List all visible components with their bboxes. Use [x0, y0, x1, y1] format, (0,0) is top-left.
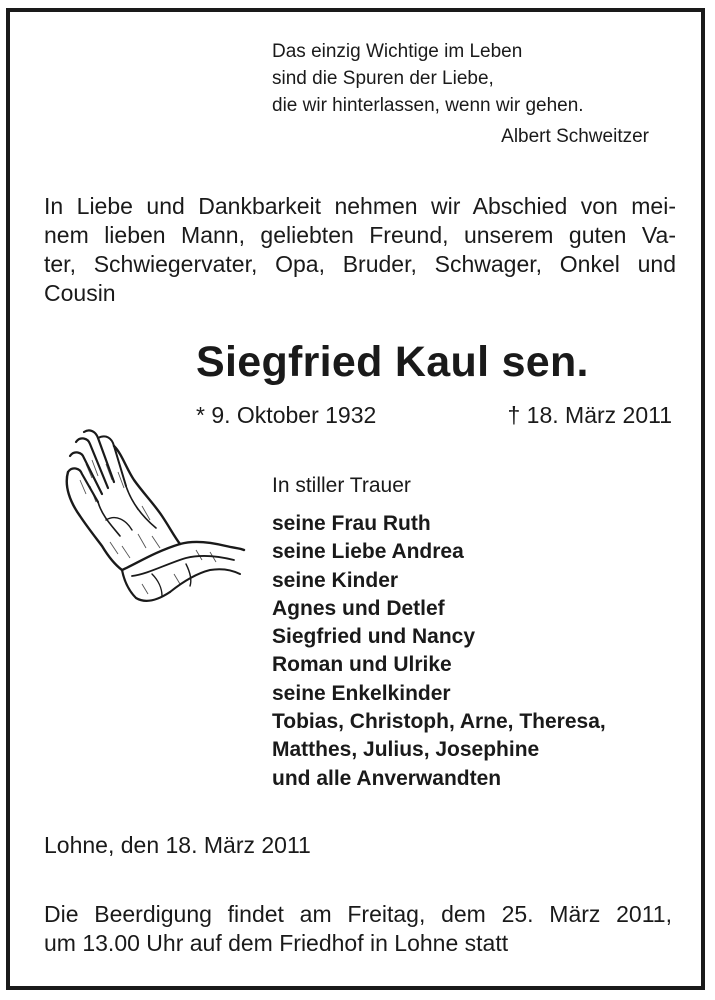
- intro-text: [44, 192, 676, 308]
- intro-line: nem lieben Mann, geliebten Freund, unserem guten Va-: [44, 222, 676, 248]
- mourner-line: seine Kinder: [272, 568, 399, 592]
- mourner-line: Matthes, Julius, Josephine: [272, 738, 540, 762]
- death-date: † 18. März 2011: [507, 402, 672, 428]
- quote-line: Das einzig Wichtige im Leben: [272, 41, 523, 62]
- mourner-line: seine Enkelkinder: [272, 681, 451, 705]
- deceased-name: Siegfried Kaul sen.: [196, 338, 589, 386]
- quote-line: die wir hinterlassen, wenn wir gehen.: [272, 95, 584, 116]
- quote: [272, 38, 584, 119]
- mourner-line: seine Liebe Andrea: [272, 540, 464, 564]
- funeral-notice: [44, 900, 672, 958]
- mourner-line: Siegfried und Nancy: [272, 625, 476, 649]
- funeral-line: um 13.00 Uhr auf dem Friedhof in Lohne statt: [44, 930, 509, 956]
- mourner-line: und alle Anverwandten: [272, 766, 502, 790]
- funeral-line: Die Beerdigung findet am Freitag, dem 25. März 2011,: [44, 901, 672, 927]
- mourner-line: Agnes und Detlef: [272, 596, 445, 620]
- quote-author: Albert Schweitzer: [501, 126, 649, 147]
- place-date: Lohne, den 18. März 2011: [44, 832, 311, 858]
- praying-hands-icon: [62, 424, 250, 612]
- intro-line: In Liebe und Dankbarkeit nehmen wir Abschied von mei-: [44, 193, 676, 219]
- birth-date: * 9. Oktober 1932: [196, 402, 377, 428]
- mourner-line: Roman und Ulrike: [272, 653, 452, 677]
- mourners-list: [272, 510, 606, 793]
- mourner-line: Tobias, Christoph, Arne, Theresa,: [272, 710, 606, 734]
- intro-line: Cousin: [44, 280, 116, 306]
- mourner-line: seine Frau Ruth: [272, 512, 431, 535]
- intro-line: ter, Schwiegervater, Opa, Bruder, Schwager, Onkel und: [44, 251, 676, 277]
- quote-line: sind die Spuren der Liebe,: [272, 68, 494, 89]
- mourning-intro: In stiller Trauer: [272, 474, 411, 497]
